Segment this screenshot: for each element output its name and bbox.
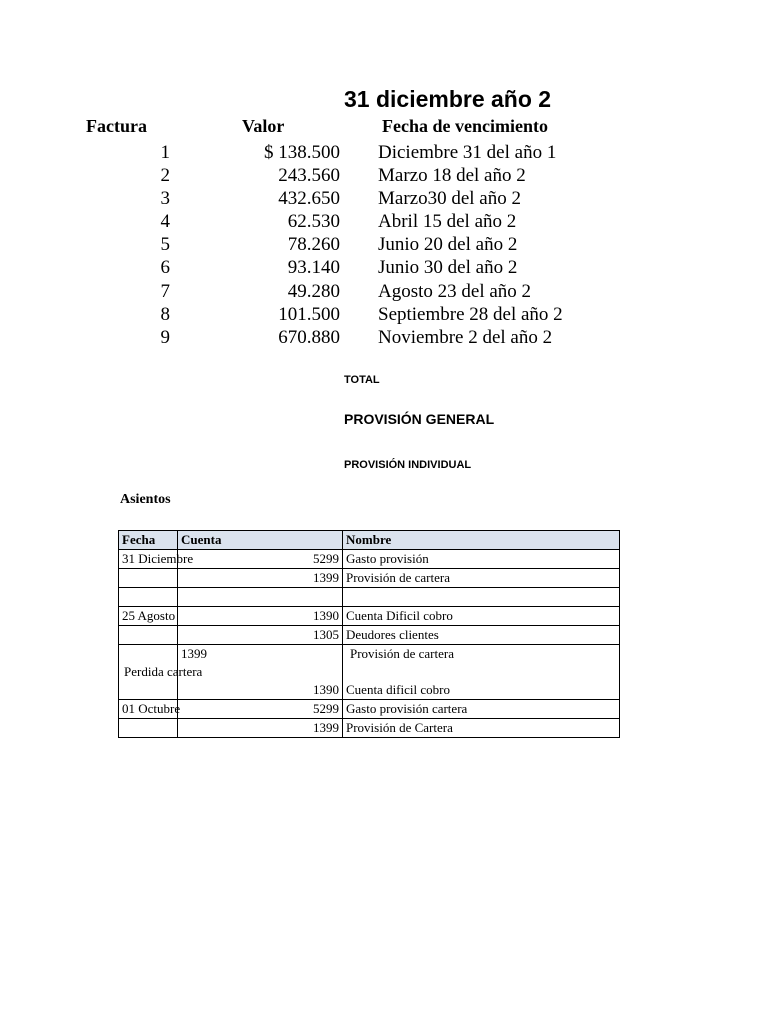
invoice-number: 7 (160, 281, 170, 302)
journal-fecha (119, 569, 178, 588)
invoice-number: 1 (160, 142, 170, 163)
header-factura: Factura (86, 116, 147, 136)
invoice-number: 5 (160, 234, 170, 255)
invoice-row (0, 141, 768, 164)
journal-nombre: Gasto provisión cartera (343, 700, 620, 719)
journal-nombre: Provisión de cartera (343, 569, 620, 588)
invoice-row (0, 210, 768, 233)
invoice-value: 49.280 (287, 281, 340, 302)
invoice-number: 6 (160, 257, 170, 278)
perdida-cuenta-bottom: 1390 (313, 682, 339, 697)
journal-nombre (343, 645, 620, 700)
journal-row (119, 626, 620, 645)
invoice-due-date: Junio 20 del año 2 (378, 234, 518, 255)
journal-header-cuenta: Cuenta (178, 531, 343, 550)
perdida-nombre-bottom: Cuenta dificil cobro (346, 682, 450, 697)
journal-row (119, 607, 620, 626)
journal-cuenta: 1305 (178, 626, 343, 645)
journal-fecha (119, 626, 178, 645)
page-title: 31 diciembre año 2 (344, 86, 552, 112)
perdida-label: Perdida cartera (124, 664, 203, 679)
header-fecha-vencimiento: Fecha de vencimiento (382, 116, 548, 136)
invoice-value: 432.650 (278, 188, 340, 209)
invoice-value: $ 138.500 (264, 142, 340, 163)
invoice-number: 2 (160, 165, 170, 186)
invoice-row (0, 303, 768, 326)
journal-cuenta: 5299 (178, 700, 343, 719)
invoice-value: 78.260 (287, 234, 340, 255)
journal-table (118, 530, 620, 738)
journal-header-row (119, 531, 620, 550)
invoice-due-date: Septiembre 28 del año 2 (378, 304, 563, 325)
asientos-label: Asientos (120, 492, 171, 507)
journal-cuenta: 1390 (178, 607, 343, 626)
journal-cuenta: 5299 (178, 550, 343, 569)
journal-nombre: Cuenta Dificil cobro (343, 607, 620, 626)
journal-row (119, 719, 620, 738)
journal-nombre (343, 588, 620, 607)
journal-fecha (119, 588, 178, 607)
header-valor: Valor (242, 116, 285, 136)
invoice-number: 3 (160, 188, 170, 209)
journal-row (119, 700, 620, 719)
journal-fecha (119, 719, 178, 738)
provision-general-label: PROVISIÓN GENERAL (344, 411, 495, 427)
journal-nombre: Provisión de Cartera (343, 719, 620, 738)
invoice-value: 93.140 (287, 257, 340, 278)
journal-row (119, 569, 620, 588)
journal-nombre: Gasto provisión (343, 550, 620, 569)
invoice-row (0, 164, 768, 187)
invoice-value: 101.500 (278, 304, 340, 325)
perdida-nombre-top: Provisión de cartera (350, 646, 454, 661)
journal-row (119, 550, 620, 569)
journal-header-fecha: Fecha (119, 531, 178, 550)
invoice-due-date: Abril 15 del año 2 (378, 211, 517, 232)
invoice-due-date: Diciembre 31 del año 1 (378, 142, 557, 163)
invoice-number: 8 (160, 304, 170, 325)
invoice-value: 62.530 (287, 211, 340, 232)
journal-cuenta: 1399 (178, 569, 343, 588)
provision-individual-label: PROVISIÓN INDIVIDUAL (344, 459, 472, 471)
invoice-number: 9 (160, 327, 170, 348)
journal-cuenta: 1399 (178, 719, 343, 738)
journal-fecha: 31 Diciembre (119, 550, 178, 569)
invoice-due-date: Marzo30 del año 2 (378, 188, 521, 209)
invoice-row (0, 326, 768, 349)
invoice-row (0, 187, 768, 210)
invoice-value: 670.880 (278, 327, 340, 348)
journal-cuenta (178, 645, 343, 700)
invoice-number: 4 (160, 211, 170, 232)
journal-fecha: 25 Agosto (119, 607, 178, 626)
journal-header-nombre: Nombre (343, 531, 620, 550)
total-label: TOTAL (344, 374, 380, 386)
invoice-due-date: Junio 30 del año 2 (378, 257, 518, 278)
invoice-due-date: Agosto 23 del año 2 (378, 281, 532, 302)
invoice-row (0, 233, 768, 256)
journal-nombre: Deudores clientes (343, 626, 620, 645)
journal-row-empty (119, 588, 620, 607)
invoice-due-date: Noviembre 2 del año 2 (378, 327, 553, 348)
journal-fecha: 01 Octubre (119, 700, 178, 719)
journal-cuenta (178, 588, 343, 607)
invoice-value: 243.560 (278, 165, 340, 186)
invoice-row (0, 256, 768, 279)
invoice-due-date: Marzo 18 del año 2 (378, 165, 526, 186)
perdida-cuenta-top: 1399 (181, 646, 207, 661)
invoice-row (0, 280, 768, 303)
journal-row-perdida (119, 645, 620, 700)
